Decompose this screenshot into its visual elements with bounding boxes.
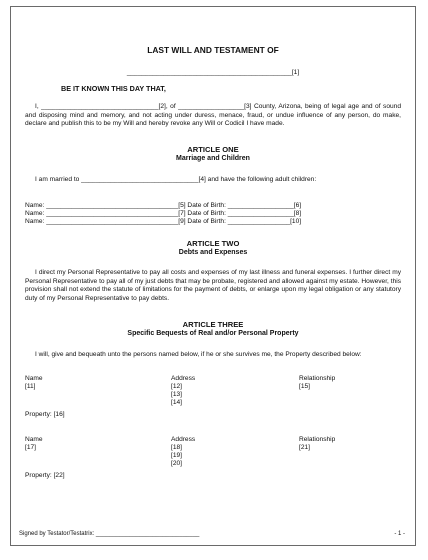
bequest-address-line: [18] <box>171 444 182 451</box>
debts-paragraph: I direct my Personal Representative to pay all costs and expenses of my last illness and funeral expenses. I further direct my Personal Representative to pay all of my just debts that may be probate, registered and allowed against my estate. However, this provision shall not extend the statute of limitations for the payment of debts, or enlarge upon my legal obligation or any statutory duty of my Personal Representative to pay debts. <box>25 269 401 302</box>
bequest-address-header: Address <box>171 436 196 443</box>
bequest-address-line: [12] <box>171 383 182 390</box>
bequest-address-line: [19] <box>171 452 182 459</box>
bequest-relationship-header: Relationship <box>299 436 336 443</box>
child-row: Name: ____________________________________[7] Date of Birth: __________________[8] <box>25 210 302 217</box>
married-paragraph: I am married to ________________________________[4] and have the following adult children: <box>35 176 317 183</box>
child-row: Name: ____________________________________[5] Date of Birth: __________________[6] <box>25 202 302 209</box>
bequest-name-value: [17] <box>25 444 36 451</box>
bequest-relationship-value: [15] <box>299 383 310 390</box>
article-two-subheading: Debts and Expenses <box>178 249 248 256</box>
bequest-address-line: [13] <box>171 391 182 398</box>
bequest-address-header: Address <box>171 375 196 382</box>
page-number: - 1 - <box>394 531 405 537</box>
known-statement: BE IT KNOWN THIS DAY THAT, <box>61 84 166 93</box>
signature-line: Signed by Testator/Testatrix: _______________________________ <box>19 531 200 537</box>
article-three-subheading: Specific Bequests of Real and/or Personal Property <box>127 330 299 337</box>
testator-name-field: _____________________________________________[1] <box>126 69 300 76</box>
bequest-relationship-value: [21] <box>299 444 310 451</box>
bequest-address-line: [14] <box>171 399 182 406</box>
article-two-heading: ARTICLE TWO <box>186 239 240 248</box>
bequest-name-header: Name <box>25 375 43 382</box>
bequest-name-header: Name <box>25 436 43 443</box>
bequest-paragraph: I will, give and bequeath unto the persons named below, if he or she survives me, the Property described below: <box>35 351 362 358</box>
bequest-property: Property: [22] <box>25 472 65 479</box>
intro-paragraph: I, ________________________________[2], of __________________[3] County, Arizona, being of legal age and of sound and disposing mind and memory, and not acting under duress, menace, fraud, or undue influence of any person, do make, declare and publish this to be my Will and hereby revoke any Will or Codicil I have made. <box>25 103 401 128</box>
bequest-name-value: [11] <box>25 383 36 390</box>
bequest-relationship-header: Relationship <box>299 375 336 382</box>
child-row: Name: ____________________________________[9] Date of Birth: _________________[10] <box>25 218 302 225</box>
article-three-heading: ARTICLE THREE <box>182 320 244 329</box>
article-one-heading: ARTICLE ONE <box>187 145 239 154</box>
article-one-subheading: Marriage and Children <box>176 155 250 162</box>
bequest-property: Property: [16] <box>25 411 65 418</box>
document-page <box>10 6 416 546</box>
document-title: LAST WILL AND TESTAMENT OF <box>147 45 279 55</box>
bequest-address-line: [20] <box>171 460 182 467</box>
